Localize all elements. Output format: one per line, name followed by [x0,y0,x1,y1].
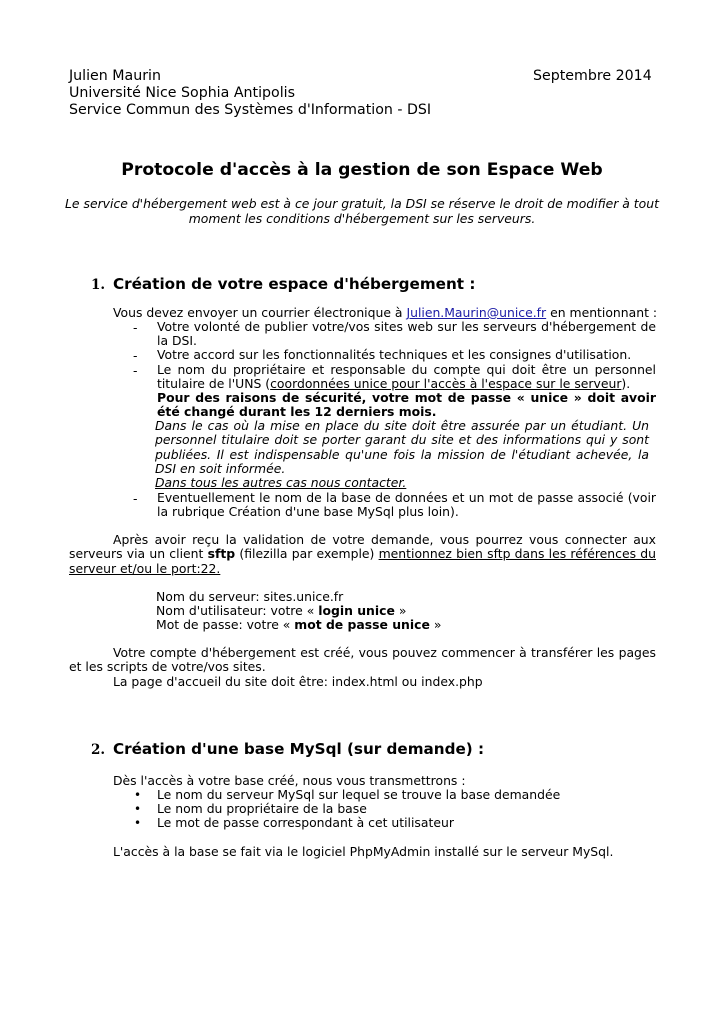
list-item-publish: Votre volonté de publier votre/vos sites web sur les serveurs d'hébergement de la DSI. [157,319,656,349]
sftp-label: sftp [207,546,236,562]
section1-number: 1. [91,277,106,293]
list-item-owner [157,363,656,392]
section2-number: 2. [91,742,106,758]
server-name-line: Nom du serveur: sites.unice.fr [156,589,344,604]
section1-heading: Création de votre espace d'hébergement : [113,275,476,293]
owner-text: Le nom du propriétaire et responsable du compte qui doit être un personnel titulaire de l'UNS ( [157,362,656,392]
password-line [156,618,441,632]
username-label: Nom d'utilisateur: votre « [156,603,319,618]
password-close: » [429,617,442,632]
section2-lead: Dès l'accès à votre base créé, nous vous transmettrons : [113,773,466,788]
password-value: mot de passe unice [294,617,430,632]
password-label: Mot de passe: votre « [156,617,295,632]
username-close: » [394,603,407,618]
dash-marker: - [133,363,138,378]
section2-heading: Création d'une base MySql (sur demande) : [113,740,485,758]
owner-text-end: ). [621,376,631,392]
lead-text: Vous devez envoyer un courrier électronique à [113,305,407,320]
sftp-reference-note: mentionnez bien sftp dans les références du serveur et/ou le port:22. [69,546,656,576]
unice-coordinates-link[interactable]: coordonnées unice pour l'accès à l'espace sur le serveur [270,376,622,392]
homepage-note: La page d'accueil du site doit être: index.html ou index.php [113,674,483,689]
university-name: Université Nice Sophia Antipolis [69,85,295,101]
dash-marker: - [133,491,138,506]
student-note: Dans le cas où la mise en place du site doit être assurée par un étudiant. Un personnel titulaire doit se porter garant du site et des informations qui y sont publiées. Il est indispensable qu'une fois la mission de l'étudiant achevée, la DSI en soit informée. [155,418,649,477]
list-item-database: Eventuellement le nom de la base de données et un mot de passe associé (voir la rubrique Création d'une base MySql plus loin). [157,490,656,520]
dash-marker: - [133,320,138,335]
connection-paragraph [69,533,656,576]
connection-text-b: (filezilla par exemple) [235,546,379,562]
bullet-marker: • [134,816,142,830]
email-link[interactable]: Julien.Maurin@unice.fr [406,305,547,320]
account-created-paragraph: Votre compte d'hébergement est créé, vous pouvez commencer à transférer les pages et les scripts de votre/vos sites. [69,645,656,675]
connection-text: Après avoir reçu la validation de votre demande, vous pourrez vous connecter aux serveurs via un client [69,532,656,562]
other-cases-note: Dans tous les autres cas nous contacter. [155,475,407,490]
phpmyadmin-note: L'accès à la base se fait via le logiciel PhpMyAdmin installé sur le serveur MySql. [113,844,614,859]
list-item-agreement: Votre accord sur les fonctionnalités techniques et les consignes d'utilisation. [157,347,632,362]
security-warning: Pour des raisons de sécurité, votre mot de passe « unice » doit avoir été changé durant les 12 derniers mois. [157,390,656,420]
bullet-marker: • [134,802,142,816]
list-item: Le nom du propriétaire de la base [157,801,367,816]
document-date: Septembre 2014 [533,68,652,84]
author-name: Julien Maurin [69,68,161,84]
bullet-marker: • [134,788,142,802]
list-item: Le nom du serveur MySql sur lequel se trouve la base demandée [157,787,561,802]
username-value: login unice [318,603,395,618]
dash-marker: - [133,348,138,363]
service-name: Service Commun des Systèmes d'Information - DSI [69,102,432,118]
list-item: Le mot de passe correspondant à cet utilisateur [157,815,454,830]
lead-text-end: en mentionnant : [546,305,658,320]
intro-text: Le service d'hébergement web est à ce jour gratuit, la DSI se réserve le droit de modifier à tout moment les conditions d'hébergement sur les serveurs. [65,196,659,226]
page-title: Protocole d'accès à la gestion de son Espace Web [121,160,603,180]
